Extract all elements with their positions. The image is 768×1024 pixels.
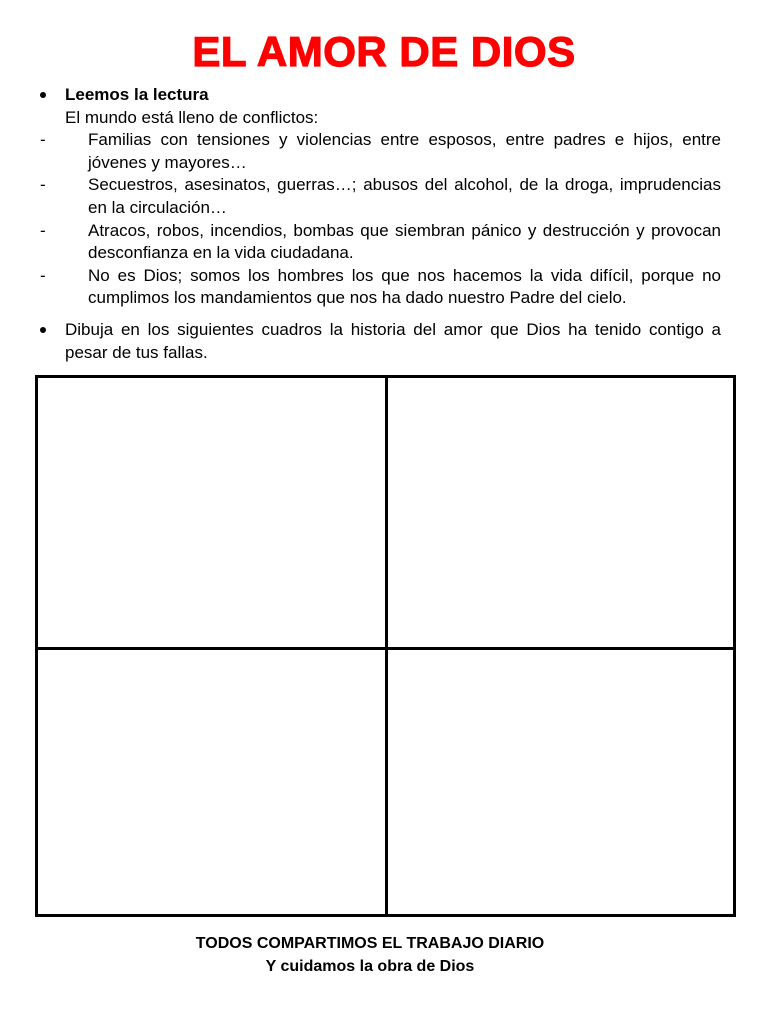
dash-icon: - [40, 220, 46, 240]
list-item-text: Familias con tensiones y violencias entre esposos, entre padres e hijos, entre jóvenes y mayores… [88, 130, 721, 172]
list-item [40, 129, 721, 174]
drawing-instructions-text: Dibuja en los siguientes cuadros la historia del amor que Dios ha tenido contigo a pesar de tus fallas. [65, 319, 721, 362]
list-item-text: Atracos, robos, incendios, bombas que siembran pánico y destrucción y provocan desconfianza en la vida ciudadana. [88, 220, 721, 263]
grid-horizontal-divider [38, 647, 733, 650]
bullet-icon [40, 92, 46, 98]
grid-vertical-divider [385, 378, 388, 914]
reading-intro: El mundo está lleno de conflictos: [65, 107, 319, 127]
list-item [40, 220, 721, 265]
instructions [40, 84, 721, 364]
drawing-box-bottom-right[interactable] [388, 650, 733, 914]
drawing-box-bottom-left[interactable] [38, 650, 385, 914]
footer-line-2: Y cuidamos la obra de Dios [265, 958, 475, 975]
dash-icon: - [40, 175, 46, 195]
list-item [40, 265, 721, 310]
bullet-reading [40, 84, 721, 310]
bullet-drawing-instructions [40, 319, 721, 364]
list-item [40, 174, 721, 219]
reading-heading: Leemos la lectura [65, 85, 209, 104]
drawing-box-top-right[interactable] [388, 378, 733, 647]
footer [0, 932, 740, 978]
bullet-icon [40, 327, 46, 333]
list-item-text: No es Dios; somos los hombres los que nos hacemos la vida difícil, porque no cumplimos los mandamientos que nos ha dado nuestro Padre del cielo. [88, 265, 721, 308]
page-title: EL AMOR DE DIOS [192, 28, 576, 75]
dash-icon: - [40, 265, 46, 285]
drawing-box-top-left[interactable] [38, 378, 385, 647]
conflict-list [40, 129, 721, 310]
drawing-grid [35, 375, 736, 917]
list-item-text: Secuestros, asesinatos, guerras…; abusos del alcohol, de la droga, imprudencias en la circulación… [88, 175, 721, 217]
footer-line-1: TODOS COMPARTIMOS EL TRABAJO DIARIO [195, 935, 545, 952]
dash-icon: - [40, 130, 46, 150]
